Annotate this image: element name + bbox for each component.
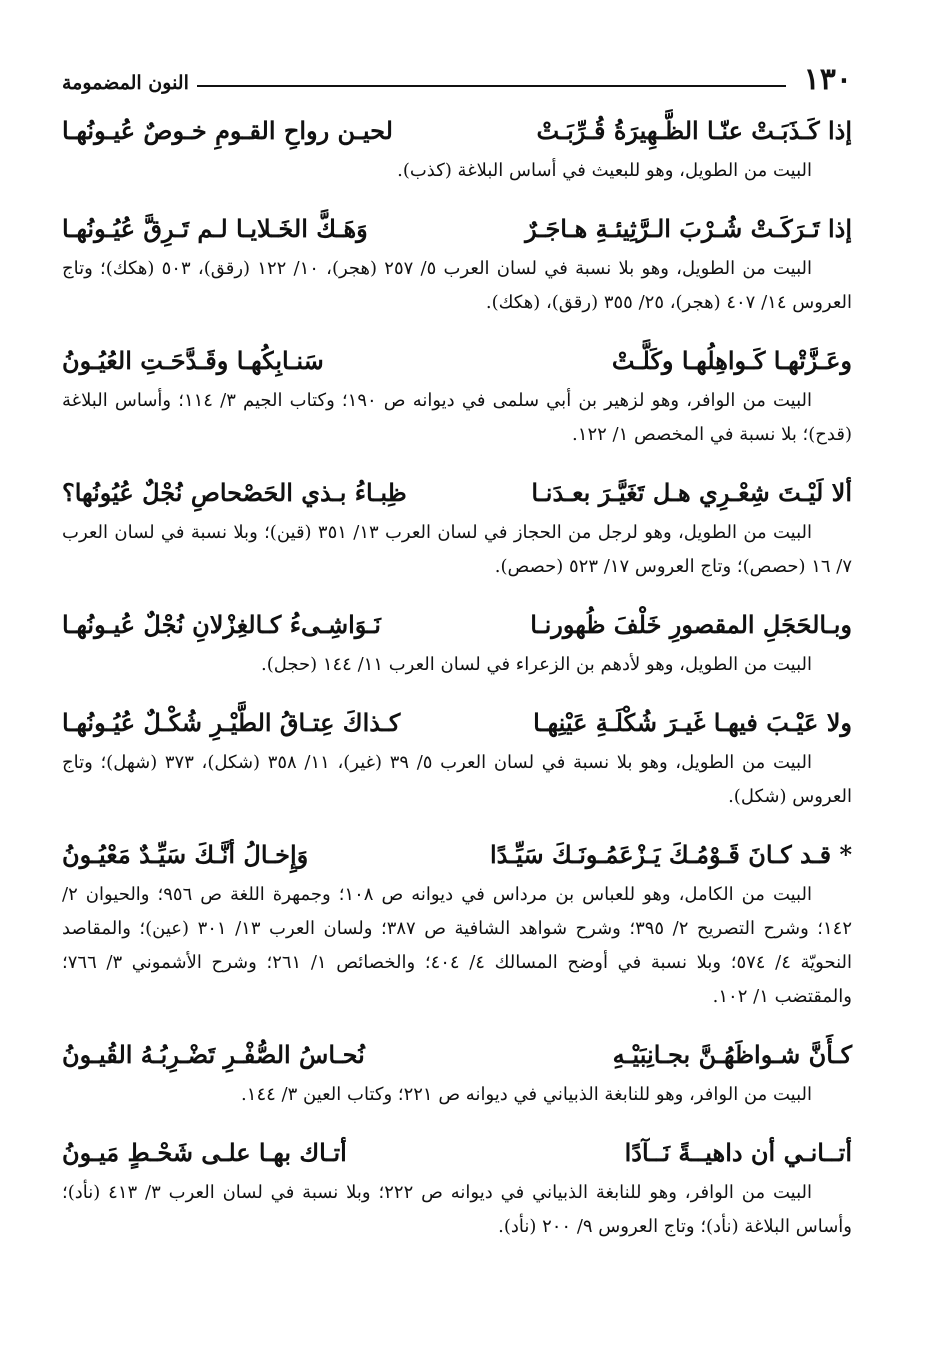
second-hemistich: لحيـن رواحِ القـومِ خـوصٌ عُيـونُهـا bbox=[62, 116, 393, 145]
first-hemistich: ولا عَيْـبَ فيهـا غَيـرَ شُكْلَـةِ عَيْنِهـا bbox=[533, 708, 852, 737]
verse-entry bbox=[62, 1032, 852, 1112]
second-hemistich: وَإِخـالُ أنَّـكَ سَيِّـدٌ مَعْيُـونُ bbox=[62, 840, 309, 869]
second-hemistich: أتـاك بهـا علـى شَحْـطٍ مَيـونُ bbox=[62, 1138, 347, 1167]
verse-entry bbox=[62, 832, 852, 1014]
header-rule bbox=[197, 85, 786, 87]
verse-note: البيت من الطويل، وهو بلا نسبة في لسان العرب ٥/ ٢٥٧ (هجر)، ١٠/ ١٢٢ (رقق)، ٥٠٣ (هكك)؛ وتاج العروس ١٤/ ٤٠٧ (هجر)، ٢٥/ ٣٥٥ (رقق)، (هكك). bbox=[62, 258, 852, 313]
verse-line bbox=[62, 338, 852, 384]
page-number: ١٣٠ bbox=[803, 62, 852, 97]
verse-note: البيت من الطويل، وهو للبعيث في أساس البلاغة (كذب). bbox=[397, 160, 812, 181]
first-hemistich: وبـالحَجَلِ المقصورِ خَلْفَ ظُهورنـا bbox=[530, 610, 852, 639]
second-hemistich: ظِبـاءُ بـذي الحَصْحاصِ نُجْلٌ عُيُونُها؟ bbox=[62, 478, 407, 507]
verse-line bbox=[62, 602, 852, 648]
verse-line bbox=[62, 108, 852, 154]
second-hemistich: نُحـاسُ الصُّفْـرِ تَضْـرِبُـهُ القُيـونُ bbox=[62, 1040, 365, 1069]
verse-entry bbox=[62, 108, 852, 188]
verse-entry bbox=[62, 1130, 852, 1244]
first-hemistich: كـأَنَّ شـواظَهُـنَّ بجـانِبَيْـهِ bbox=[612, 1040, 852, 1069]
verse-entry bbox=[62, 602, 852, 682]
first-hemistich: * قـد كـانَ قَـوْمُـكَ يَـزْعَمُـونَـكَ سَيِّـدًا bbox=[489, 840, 852, 869]
first-hemistich: أتــانـي أن داهيــةً نَــآدًا bbox=[624, 1138, 852, 1167]
verse-note: البيت من الوافر، وهو لزهير بن أبي سلمى في ديوانه ص ١٩٠؛ وكتاب الجيم ٣/ ١١٤؛ وأساس البلاغة (قدح)؛ بلا نسبة في المخصص ١/ ١٢٢. bbox=[62, 390, 852, 445]
verse-note: البيت من الطويل، وهو بلا نسبة في لسان العرب ٥/ ٣٩ (غير)، ١١/ ٣٥٨ (شكل)، ٣٧٣ (شهل)؛ وتاج العروس (شكل). bbox=[62, 752, 852, 807]
verse-note: البيت من الطويل، وهو لأدهم بن الزعراء في لسان العرب ١١/ ١٤٤ (حجل). bbox=[260, 654, 812, 675]
verse-entries bbox=[62, 108, 852, 1262]
first-hemistich: إذا تَـرَكَـتْ شُـرْبَ الـرَّثِيئـةِ هـاجَـرٌ bbox=[525, 214, 852, 243]
verse-entry bbox=[62, 338, 852, 452]
running-title: النون المضمومة bbox=[62, 72, 189, 94]
second-hemistich: نَـوَاشِـىءُ كـالغِزْلانِ نُجْلٌ عُيـونُهـا bbox=[62, 610, 381, 639]
verse-entry bbox=[62, 700, 852, 814]
first-hemistich: ألا لَيْـتَ شِعْـرِي هـل تَغَيَّـرَ بعـدَنـا bbox=[531, 478, 852, 507]
first-hemistich: وعَـزَّتْهـا كَـواهِلُهـا وكَلَّـتْ bbox=[611, 346, 852, 375]
verse-note: البيت من الكامل، وهو للعباس بن مرداس في ديوانه ص ١٠٨؛ وجمهرة اللغة ص ٩٥٦؛ والحيوان ٢/ ١٤٢؛ وشرح التصريح ٢/ ٣٩٥؛ وشرح شواهد الشافية ص ٣٨٧؛ ولسان العرب ١٣/ ٣٠١ (عين)؛ والمقاصد النحويّة ٤/ ٥٧٤؛ وبلا نسبة في أوضح المسالك ٤/ ٤٠٤؛ والخصائص ١/ ٢٦١؛ وشرح الأشموني ٣/ ٧٦٦؛ والمقتضب ١/ ١٠٢. bbox=[62, 884, 853, 1007]
second-hemistich: وَهَـكَّ الخَـلايـا لـم تَـرِقَّ عُيُـونُهـا bbox=[62, 214, 368, 243]
verse-line bbox=[62, 700, 852, 746]
verse-line bbox=[62, 1032, 852, 1078]
verse-line bbox=[62, 206, 852, 252]
first-hemistich: إذا كَـذَبَـتْ عنّـا الظَّـهِيرَةُ قُـرِّبَـتْ bbox=[536, 116, 852, 145]
second-hemistich: سَنـابِكُهـا وقَـدَّحَـتِ العُيُـونُ bbox=[62, 346, 324, 375]
verse-entry bbox=[62, 206, 852, 320]
verse-line bbox=[62, 1130, 852, 1176]
verse-note: البيت من الوافر، وهو للنابغة الذبياني في ديوانه ص ٢٢١؛ وكتاب العين ٣/ ١٤٤. bbox=[241, 1084, 812, 1105]
page-header bbox=[62, 55, 852, 95]
verse-line bbox=[62, 470, 852, 516]
verse-note: البيت من الوافر، وهو للنابغة الذبياني في ديوانه ص ٢٢٢؛ وبلا نسبة في لسان العرب ٣/ ٤١٣ (نأد)؛ وأساس البلاغة (نأد)؛ وتاج العروس ٩/ ٢٠٠ (نأد). bbox=[62, 1182, 852, 1237]
second-hemistich: كـذاكَ عِتـاقُ الطَّيْـرِ شُكْـلٌ عُيُـونُهـا bbox=[62, 708, 401, 737]
verse-line bbox=[62, 832, 852, 878]
verse-note: البيت من الطويل، وهو لرجل من الحجاز في لسان العرب ١٣/ ٣٥١ (قين)؛ وبلا نسبة في لسان العرب ٧/ ١٦ (حصص)؛ وتاج العروس ١٧/ ٥٢٣ (حصص). bbox=[62, 522, 852, 577]
verse-entry bbox=[62, 470, 852, 584]
